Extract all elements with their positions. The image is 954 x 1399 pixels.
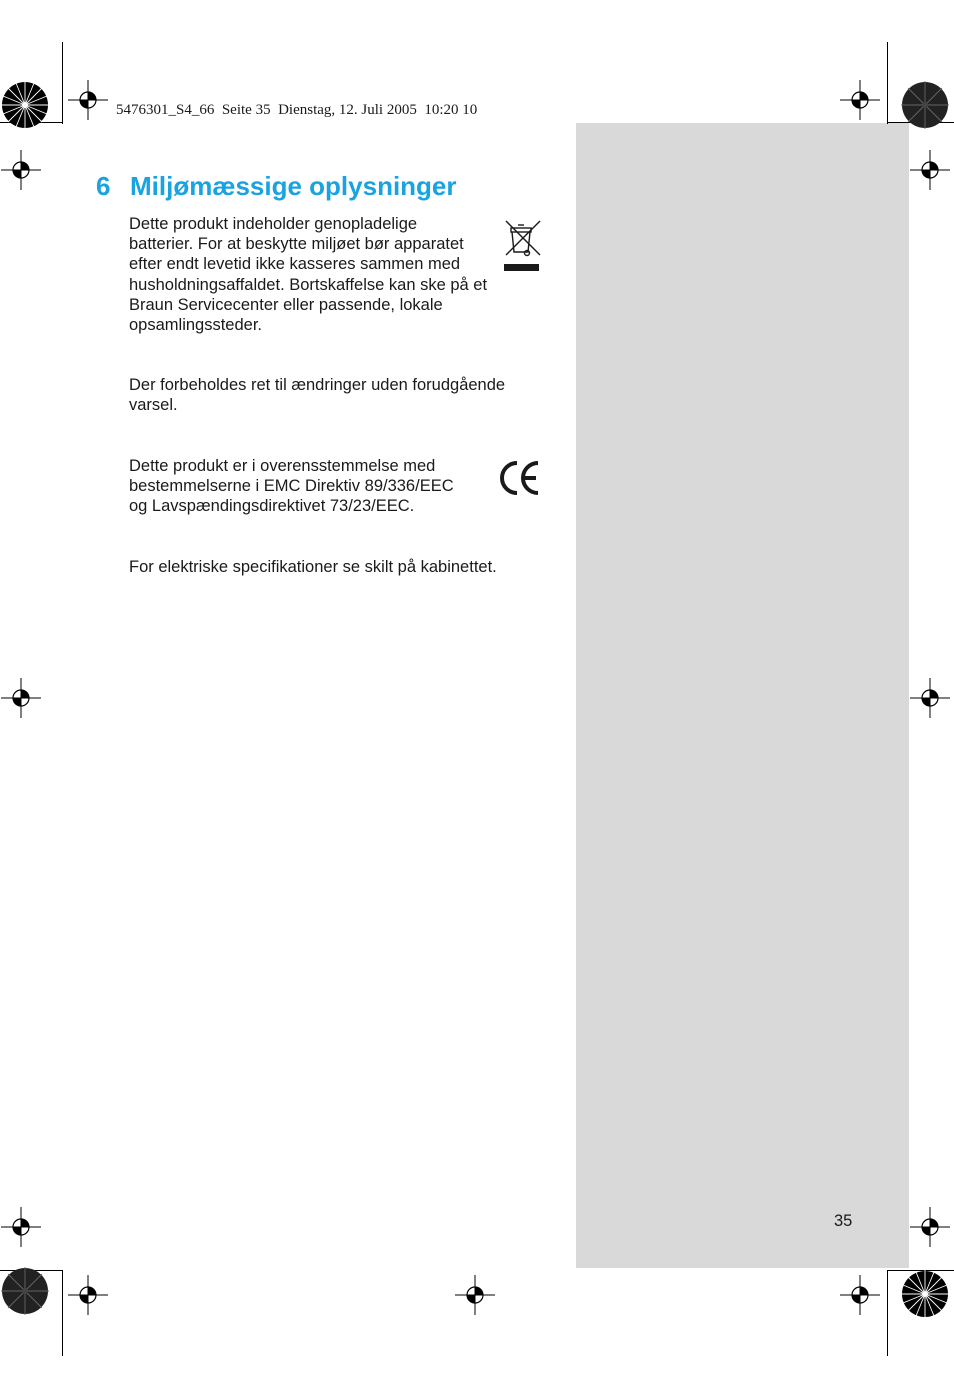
section-title (96, 171, 457, 202)
crop-line (887, 1270, 888, 1356)
directive-compliance-paragraph: Dette produkt er i overensstemmelse med bestemmelserne i EMC Direktiv 89/336/EEC og Lavspændingsdirektivet 73/23/EEC. (129, 457, 454, 516)
section-number: 6 (96, 171, 111, 201)
crop-line (62, 1270, 63, 1356)
registration-mark-icon (1, 150, 41, 190)
ce-mark-icon (498, 458, 542, 498)
page-number: 35 (834, 1212, 853, 1230)
registration-mark-icon (910, 1207, 950, 1247)
crop-line (887, 42, 888, 124)
registration-mark-icon (1, 678, 41, 718)
registration-mark-icon (68, 80, 108, 120)
crop-line (62, 42, 63, 124)
changes-reserved-paragraph: Der forbeholdes ret til ændringer uden forudgående varsel. (129, 376, 506, 415)
registration-mark-icon (455, 1275, 495, 1315)
starburst-mark-icon (1, 81, 49, 129)
side-panel (576, 123, 909, 1268)
registration-mark-icon (1, 1207, 41, 1247)
registration-mark-icon (910, 678, 950, 718)
section-title-text: Miljømæssige oplysninger (130, 171, 457, 201)
registration-mark-icon (840, 80, 880, 120)
starburst-mark-icon (1, 1267, 49, 1315)
starburst-mark-icon (901, 81, 949, 129)
registration-mark-icon (68, 1275, 108, 1315)
registration-mark-icon (910, 150, 950, 190)
electrical-specs-paragraph: For elektriske specifikationer se skilt på kabinettet. (129, 558, 497, 576)
battery-disposal-paragraph: Dette produkt indeholder genopladelige batterier. For at beskytte miljøet bør apparatet efter endt levetid ikke kasseres sammen med husholdningsaffaldet. Bortskaffelse kan ske på et Braun Servicecenter eller passende, lokale opsamlingssteder. (129, 215, 488, 335)
print-header: 5476301_S4_66 Seite 35 Dienstag, 12. Juli 2005 10:20 10 (116, 102, 478, 118)
registration-mark-icon (840, 1275, 880, 1315)
starburst-mark-icon (901, 1270, 949, 1318)
crossed-out-wheelie-bin-icon (500, 215, 544, 275)
